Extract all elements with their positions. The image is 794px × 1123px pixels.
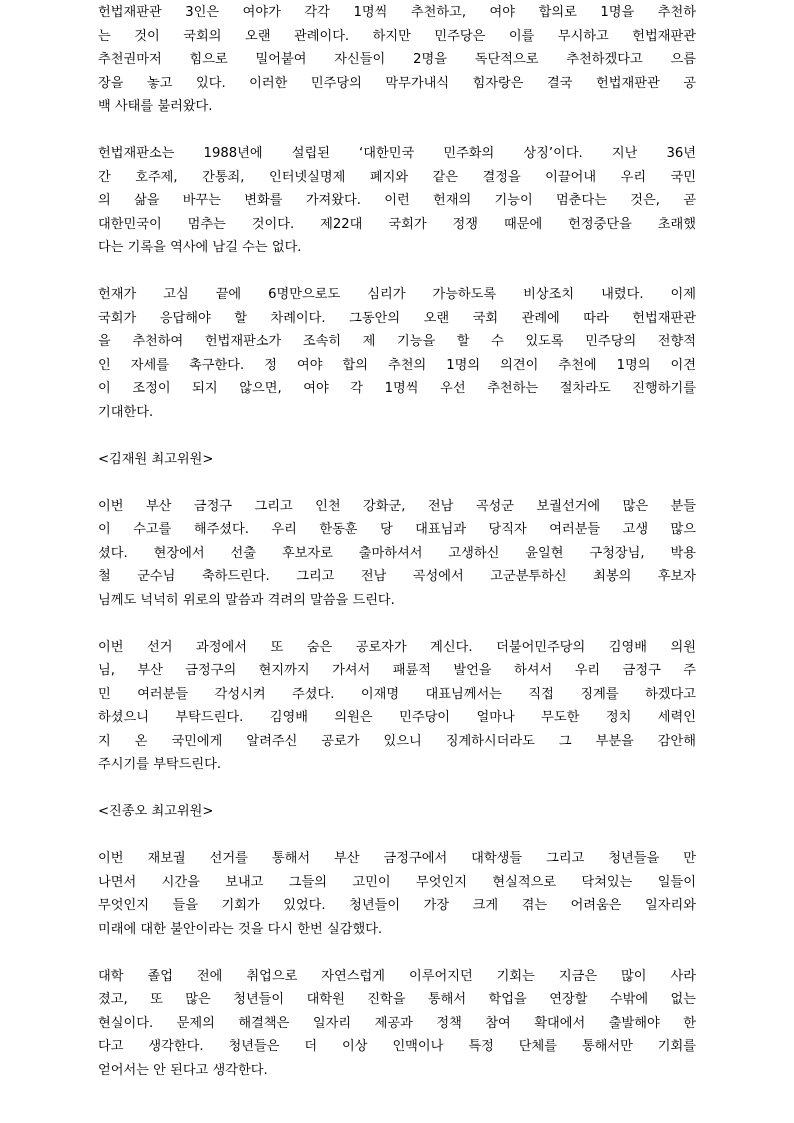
text-line: 지 온 국민에게 알려주신 공로가 있으니 징계하시더라도 그 부분을 감안해 [98,733,696,749]
paragraph-gap [98,471,696,495]
text-line: 국회가 응답해야 할 차례이다. 그동안의 오랜 국회 관례에 따라 헌법재판관 [98,310,696,326]
text-line: 는 것이 국회의 오랜 관례이다. 하지만 민주당은 이를 무시하고 헌법재판관 [98,28,696,44]
paragraph [98,965,696,1083]
text-line: 추천권마저 힘으로 밀어붙여 자신들이 2명을 독단적으로 추천하겠다고 으름 [98,52,696,67]
text-line: 의 삶을 바꾸는 변화를 가져왔다. 이런 헌재의 기능이 멈춘다는 것은, 곧 [98,193,696,208]
paragraph-gap [98,824,696,848]
text-line: 현실이다. 문제의 해결책은 일자리 제공과 정책 참여 확대에서 출발해야 한 [98,1015,696,1031]
text-line: 인 자세를 촉구한다. 정 여야 합의 추천의 1명의 의견이 추천에 1명의 이견 [98,357,696,373]
text-line: 대학 졸업 전에 취업으로 자연스럽게 이루어지던 기회는 지금은 많이 사라 [98,968,696,984]
text-line: 얻어서는 안 된다고 생각한다. [98,1062,268,1078]
paragraph [98,1,696,119]
document-body [98,1,696,1082]
paragraph-gap [98,424,696,448]
text-line: 이 수고를 해주셨다. 우리 한동훈 당 대표님과 당직자 여러분들 고생 많으 [98,522,696,537]
text-line: 을 추천하여 헌법재판소가 조속히 제 기능을 할 수 있도록 민주당의 전향적 [98,334,696,349]
text-line: 무엇인지 들을 기회가 있었다. 청년들이 가장 크게 겪는 어려움은 일자리와 [98,898,696,913]
speaker-heading: <김재원 최고위원> [98,451,214,467]
paragraph-gap [98,941,696,965]
paragraph [98,495,696,613]
text-line: 백 사태를 불러왔다. [98,99,213,114]
text-line: 헌재가 고심 끝에 6명만으로도 심리가 가능하도록 비상조치 내렸다. 이제 [98,287,696,302]
text-line: 헌법재판관 3인은 여야가 각각 1명씩 추천하고, 여야 합의로 1명을 추천하 [98,5,696,20]
text-line: 님, 부산 금정구의 현지까지 가셔서 패륜적 발언을 하셔서 우리 금정구 주 [98,663,696,678]
text-line: 대한민국이 멈추는 것이다. 제22대 국회가 정쟁 때문에 헌정중단을 초래했 [98,216,696,232]
text-line: 나면서 시간을 보내고 그들의 고민이 무엇인지 현실적으로 닥쳐있는 일들이 [98,874,696,890]
paragraph-gap [98,612,696,636]
paragraph [98,142,696,260]
text-line: 이번 부산 금정구 그리고 인천 강화군, 전남 곡성군 보궐선거에 많은 분들 [98,498,696,514]
text-line: 이번 재보궐 선거를 통해서 부산 금정구에서 대학생들 그리고 청년들을 만 [98,851,696,866]
text-line: 장을 놓고 있다. 이러한 민주당의 막무가내식 힘자랑은 결국 헌법재판관 공 [98,75,696,91]
text-line: 민 여러분들 각성시켜 주셨다. 이재명 대표님께서는 직접 징계를 하겠다고 [98,686,696,702]
text-line: 이 조정이 되지 않으면, 여야 각 1명씩 우선 추천하는 절차라도 진행하기를 [98,381,696,396]
text-line: 졌고, 또 많은 청년들이 대학원 진학을 통해서 학업을 연장할 수밖에 없는 [98,992,696,1007]
text-line: 간 호주제, 간통죄, 인터넷실명제 폐지와 같은 결정을 이끌어내 우리 국민 [98,169,696,185]
text-line: 헌법재판소는 1988년에 설립된 ‘대한민국 민주화의 상징’이다. 지난 36년 [98,146,696,161]
paragraph [98,636,696,777]
text-line: 철 군수님 축하드린다. 그리고 전남 곡성에서 고군분투하신 최봉의 후보자 [98,569,696,584]
paragraph [98,847,696,941]
text-line: 님께도 넉넉히 위로의 말씀과 격려의 말씀을 드린다. [98,592,395,608]
text-line: 다고 생각한다. 청년들은 더 이상 인맥이나 특정 단체를 통해서만 기회를 [98,1039,696,1054]
paragraph-gap [98,119,696,143]
paragraph-gap [98,260,696,284]
text-line: 이번 선거 과정에서 또 숨은 공로자가 계신다. 더불어민주당의 김영배 의원 [98,639,696,655]
text-line: 미래에 대한 불안이라는 것을 다시 한번 실감했다. [98,921,383,937]
paragraph-gap [98,777,696,801]
text-line: 하셨으니 부탁드린다. 김영배 의원은 민주당이 얼마나 무도한 정치 세력인 [98,710,696,725]
text-line: 주시기를 부탁드린다. [98,757,222,772]
speaker-heading: <진종오 최고위원> [98,804,214,819]
paragraph [98,283,696,424]
text-line: 셨다. 현장에서 선출 후보자로 출마하셔서 고생하신 윤일현 구청장님, 박용 [98,545,696,561]
text-line: 기대한다. [98,404,154,420]
text-line: 다는 기록을 역사에 남길 수는 없다. [98,240,302,255]
